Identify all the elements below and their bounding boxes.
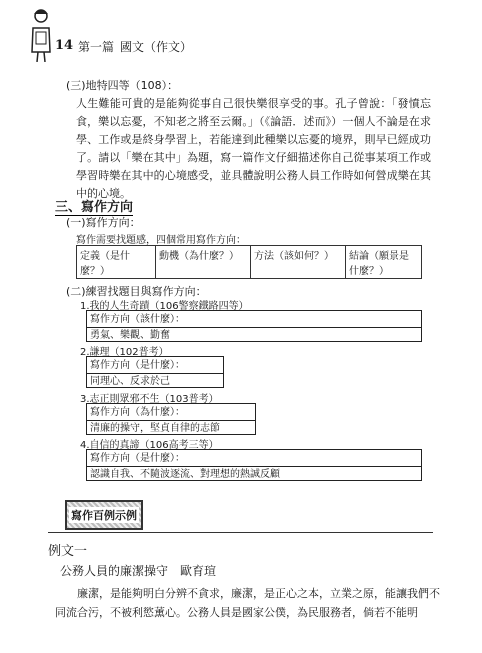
practice-item-label: 1.我的人生奇蹟（106警察鐵路四等） xyxy=(80,301,249,312)
section-title: 三、寫作方向 xyxy=(55,200,134,215)
direction-question: 寫作方向（是什麼）： xyxy=(90,453,185,464)
practice-item-box xyxy=(86,356,224,388)
direction-question: 寫作方向（是什麼）： xyxy=(90,360,185,371)
example-title: 公務人員的廉潔操守 歐育瑄 xyxy=(60,564,217,578)
writing-direction-table xyxy=(76,245,422,279)
example-heading: 例文一 xyxy=(48,544,88,559)
example-badge: 寫作百例示例 xyxy=(65,500,143,530)
page-number: 14 xyxy=(55,38,74,53)
direction-question: 寫作方向（為什麼）： xyxy=(90,407,185,418)
subsection-one-heading: (一)寫作方向： xyxy=(66,216,141,229)
practice-item-box xyxy=(86,403,256,435)
example-paragraph: 廉潔，是能夠明白分辨不貪求，廉潔，是正心之本，立業之原，能讓我們不同流合污，不被利慾薰心。公務人員是國家公僕，為民服務者，倘若不能明 xyxy=(55,587,440,619)
practice-item-label: 4.自信的真諦（106高考三等） xyxy=(80,440,219,451)
practice-item-label: 3.志正則眾邪不生（103普考） xyxy=(80,394,219,405)
prompt-paragraph: 人生難能可貴的是能夠從事自己很快樂很享受的事。孔子曾說：「發憤忘食，樂以忘憂，不知老之將至云爾。」（《論語．述而》）一個人不論是在求學、工作或是終身學習上，若能達到此種樂以忘憂的境界，則早已經成功了。請以「樂在其中」為題，寫一篇作文仔細描述你自己從事某項工作或學習時樂在其中的心境感受，並具體說明公務人員工作時如何營成樂在其中的心境。 xyxy=(76,97,431,200)
table-caption: 寫作需要找題感，四個常用寫作方向： xyxy=(76,235,246,246)
writer-figure-icon xyxy=(28,8,54,62)
chapter-label: 國文（作文） xyxy=(120,40,193,54)
table-cell-motive: 動機（為什麼？） xyxy=(156,246,251,279)
direction-answer: 勇氣、樂觀、勤奮 xyxy=(87,327,421,343)
table-cell-method: 方法（該如何？） xyxy=(251,246,346,279)
practice-item-label: 2.謙理（102普考） xyxy=(80,347,169,358)
page-header xyxy=(0,0,482,75)
table-cell-definition: 定義（是什麼？） xyxy=(77,246,156,279)
direction-answer: 認識自我、不隨波逐流、對理想的熱誠反顧 xyxy=(87,466,421,482)
subsection-two-heading: (二)練習找題目與寫作方向： xyxy=(66,285,207,298)
direction-answer: 清廉的操守，堅貞自律的志節 xyxy=(87,420,255,436)
direction-answer: 同理心、反求於己 xyxy=(87,373,223,389)
direction-question: 寫作方向（該什麼）： xyxy=(90,314,185,325)
table-cell-conclusion: 結論（願景是什麼？） xyxy=(346,246,422,279)
prompt-heading: (三)地特四等（108）： xyxy=(66,79,179,92)
section-label: 第一篇 xyxy=(78,40,115,54)
practice-item-box xyxy=(86,310,422,342)
divider-line xyxy=(48,532,433,533)
practice-item-box xyxy=(86,449,422,481)
